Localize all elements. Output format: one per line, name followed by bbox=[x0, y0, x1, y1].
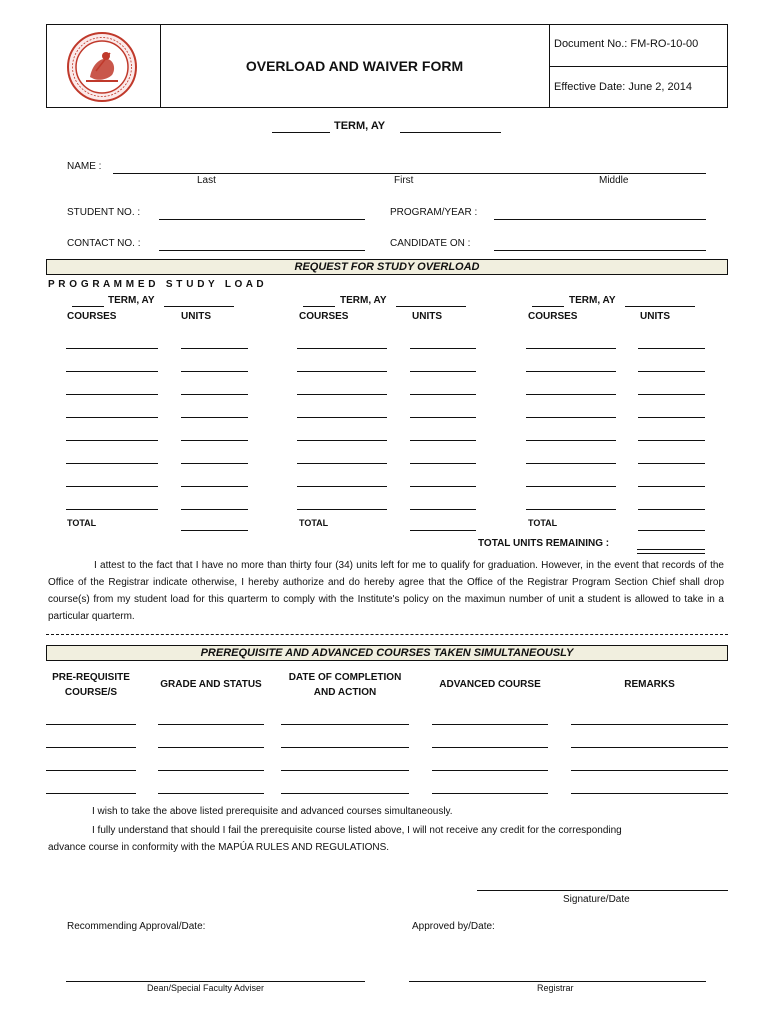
group2-course-field[interactable] bbox=[297, 486, 387, 487]
group2-course-field[interactable] bbox=[297, 463, 387, 464]
total-units-remaining-label: TOTAL UNITS REMAINING : bbox=[478, 538, 610, 549]
group1-total-label: TOTAL bbox=[67, 518, 97, 528]
name-first-caption: First bbox=[394, 175, 414, 186]
section-separator bbox=[46, 634, 728, 635]
program-year-field[interactable] bbox=[494, 219, 706, 220]
group1-total-field[interactable] bbox=[181, 530, 248, 531]
group1-units-field[interactable] bbox=[181, 417, 248, 418]
prereq-course-header-line2: COURSE/S bbox=[64, 687, 118, 698]
group1-units-field[interactable] bbox=[181, 486, 248, 487]
group1-courses-header: COURSES bbox=[67, 311, 117, 322]
name-field[interactable] bbox=[113, 173, 706, 174]
prereq-course-field[interactable] bbox=[46, 770, 136, 771]
candidate-on-field[interactable] bbox=[494, 250, 706, 251]
group1-course-field[interactable] bbox=[66, 394, 158, 395]
attestation-paragraph: I attest to the fact that I have no more than thirty four (34) units left for me to qualify for graduation. However, in the event that records of the Office of the Registrar indicate otherwise, I hereby authorize and do hereby agree that the Office of the Registrar Program Section Chief shall drop course(s) from my student load for this quarterm to comply with the Institute's policy on the maximun number of unit a student is allowed to take in a particular quarterm. bbox=[48, 560, 724, 622]
remarks-field[interactable] bbox=[571, 724, 728, 725]
group3-units-field[interactable] bbox=[638, 417, 705, 418]
prereq-course-field[interactable] bbox=[46, 793, 136, 794]
registrar-signature-field[interactable] bbox=[409, 981, 706, 982]
signature-date-label: Signature/Date bbox=[563, 894, 630, 905]
term-blank[interactable] bbox=[272, 132, 330, 133]
advanced-course-header: ADVANCED COURSE bbox=[439, 679, 541, 690]
group2-units-field[interactable] bbox=[410, 463, 476, 464]
signature-date-field[interactable] bbox=[477, 890, 728, 891]
group3-course-field[interactable] bbox=[526, 371, 616, 372]
ay-blank[interactable] bbox=[400, 132, 501, 133]
date-completion-header bbox=[281, 670, 409, 700]
grade-status-field[interactable] bbox=[158, 724, 264, 725]
date-completion-header-line1: DATE OF COMPLETION bbox=[288, 672, 402, 683]
group2-course-field[interactable] bbox=[297, 417, 387, 418]
group2-course-field[interactable] bbox=[297, 440, 387, 441]
advanced-course-field[interactable] bbox=[432, 770, 548, 771]
effective-date: Effective Date: June 2, 2014 bbox=[554, 81, 692, 93]
dean-signature-field[interactable] bbox=[66, 981, 365, 982]
group1-units-field[interactable] bbox=[181, 348, 248, 349]
advanced-course-field[interactable] bbox=[432, 793, 548, 794]
group3-course-field[interactable] bbox=[526, 463, 616, 464]
group3-units-header: UNITS bbox=[640, 311, 670, 322]
group2-term-blank[interactable] bbox=[303, 306, 335, 307]
group1-units-field[interactable] bbox=[181, 394, 248, 395]
group2-ay-blank[interactable] bbox=[396, 306, 466, 307]
group3-units-field[interactable] bbox=[638, 394, 705, 395]
group2-units-field[interactable] bbox=[410, 394, 476, 395]
group3-units-field[interactable] bbox=[638, 463, 705, 464]
group2-total-label: TOTAL bbox=[299, 518, 329, 528]
approved-by-label: Approved by/Date: bbox=[412, 921, 495, 932]
document-number: Document No.: FM-RO-10-00 bbox=[554, 38, 699, 50]
group1-course-field[interactable] bbox=[66, 417, 158, 418]
group1-course-field[interactable] bbox=[66, 463, 158, 464]
recommending-approval-label: Recommending Approval/Date: bbox=[67, 921, 206, 932]
group2-course-field[interactable] bbox=[297, 394, 387, 395]
programmed-study-load-label: P R O G R A M M E D S T U D Y L O A D bbox=[48, 279, 265, 290]
group2-course-field[interactable] bbox=[297, 348, 387, 349]
group2-course-field[interactable] bbox=[297, 509, 387, 510]
group2-total-field[interactable] bbox=[410, 530, 476, 531]
group1-ay-blank[interactable] bbox=[164, 306, 234, 307]
group1-units-field[interactable] bbox=[181, 440, 248, 441]
group2-units-field[interactable] bbox=[410, 348, 476, 349]
group3-courses-header: COURSES bbox=[528, 311, 578, 322]
group1-units-field[interactable] bbox=[181, 509, 248, 510]
group1-term-blank[interactable] bbox=[72, 306, 104, 307]
understanding-statement-continued: advance course in conformity with the MAPÚA RULES AND REGULATIONS. bbox=[48, 842, 390, 853]
docinfo-divider bbox=[550, 66, 727, 67]
group3-course-field[interactable] bbox=[526, 440, 616, 441]
overload-banner: REQUEST FOR STUDY OVERLOAD bbox=[46, 259, 728, 275]
logo-cell bbox=[47, 25, 161, 107]
remarks-field[interactable] bbox=[571, 793, 728, 794]
prereq-course-header bbox=[46, 670, 136, 700]
group2-courses-header: COURSES bbox=[299, 311, 349, 322]
grade-status-field[interactable] bbox=[158, 793, 264, 794]
group3-units-field[interactable] bbox=[638, 486, 705, 487]
group2-units-field[interactable] bbox=[410, 440, 476, 441]
form-header bbox=[46, 24, 728, 108]
group1-course-field[interactable] bbox=[66, 486, 158, 487]
group1-units-field[interactable] bbox=[181, 371, 248, 372]
group1-course-field[interactable] bbox=[66, 371, 158, 372]
group1-term-ay-label: TERM, AY bbox=[108, 295, 155, 306]
prereq-course-header-line1: PRE-REQUISITE bbox=[52, 672, 130, 683]
contact-no-field[interactable] bbox=[159, 250, 365, 251]
understanding-statement: I fully understand that should I fail the prerequisite course listed above, I will not receive any credit for the corresponding bbox=[92, 825, 622, 836]
remarks-field[interactable] bbox=[571, 770, 728, 771]
advanced-course-field[interactable] bbox=[432, 747, 548, 748]
program-year-label: PROGRAM/YEAR : bbox=[390, 207, 478, 218]
group3-course-field[interactable] bbox=[526, 417, 616, 418]
group3-term-blank[interactable] bbox=[532, 306, 564, 307]
group3-units-field[interactable] bbox=[638, 348, 705, 349]
simultaneous-statement: I wish to take the above listed prerequisite and advanced courses simultaneously. bbox=[92, 806, 453, 817]
total-units-remaining-field[interactable] bbox=[637, 549, 705, 554]
group2-units-field[interactable] bbox=[410, 509, 476, 510]
name-middle-caption: Middle bbox=[599, 175, 629, 186]
group2-term-ay-label: TERM, AY bbox=[340, 295, 387, 306]
group2-units-field[interactable] bbox=[410, 417, 476, 418]
group2-units-field[interactable] bbox=[410, 486, 476, 487]
student-no-field[interactable] bbox=[159, 219, 365, 220]
group3-term-ay-label: TERM, AY bbox=[569, 295, 616, 306]
form-title: OVERLOAD AND WAIVER FORM bbox=[160, 25, 550, 107]
group3-total-label: TOTAL bbox=[528, 518, 558, 528]
group1-course-field[interactable] bbox=[66, 509, 158, 510]
group1-units-header: UNITS bbox=[181, 311, 211, 322]
group2-course-field[interactable] bbox=[297, 371, 387, 372]
group3-course-field[interactable] bbox=[526, 348, 616, 349]
date-completion-field[interactable] bbox=[281, 770, 409, 771]
grade-status-field[interactable] bbox=[158, 770, 264, 771]
name-last-caption: Last bbox=[197, 175, 216, 186]
date-completion-field[interactable] bbox=[281, 793, 409, 794]
contact-no-label: CONTACT NO. : bbox=[67, 238, 141, 249]
date-completion-field[interactable] bbox=[281, 747, 409, 748]
group1-course-field[interactable] bbox=[66, 440, 158, 441]
prereq-course-field[interactable] bbox=[46, 747, 136, 748]
grade-status-field[interactable] bbox=[158, 747, 264, 748]
name-label: NAME : bbox=[67, 161, 102, 172]
grade-status-header: GRADE AND STATUS bbox=[160, 679, 262, 690]
candidate-on-label: CANDIDATE ON : bbox=[390, 238, 471, 249]
group1-course-field[interactable] bbox=[66, 348, 158, 349]
group3-total-field[interactable] bbox=[638, 530, 705, 531]
prereq-course-field[interactable] bbox=[46, 724, 136, 725]
group3-course-field[interactable] bbox=[526, 509, 616, 510]
advanced-course-field[interactable] bbox=[432, 724, 548, 725]
group3-units-field[interactable] bbox=[638, 371, 705, 372]
group3-units-field[interactable] bbox=[638, 509, 705, 510]
registrar-caption: Registrar bbox=[537, 983, 574, 993]
term-ay-label: TERM, AY bbox=[334, 120, 386, 132]
date-completion-field[interactable] bbox=[281, 724, 409, 725]
group3-course-field[interactable] bbox=[526, 394, 616, 395]
group2-units-header: UNITS bbox=[412, 311, 442, 322]
date-completion-header-line2: AND ACTION bbox=[313, 687, 377, 698]
group3-units-field[interactable] bbox=[638, 440, 705, 441]
institute-seal-icon bbox=[66, 31, 138, 103]
group3-course-field[interactable] bbox=[526, 486, 616, 487]
remarks-header: REMARKS bbox=[624, 679, 675, 690]
group3-ay-blank[interactable] bbox=[625, 306, 695, 307]
group1-units-field[interactable] bbox=[181, 463, 248, 464]
prerequisite-banner: PREREQUISITE AND ADVANCED COURSES TAKEN SIMULTANEOUSLY bbox=[46, 645, 728, 661]
dean-caption: Dean/Special Faculty Adviser bbox=[147, 983, 265, 993]
student-no-label: STUDENT NO. : bbox=[67, 207, 141, 218]
remarks-field[interactable] bbox=[571, 747, 728, 748]
group2-units-field[interactable] bbox=[410, 371, 476, 372]
